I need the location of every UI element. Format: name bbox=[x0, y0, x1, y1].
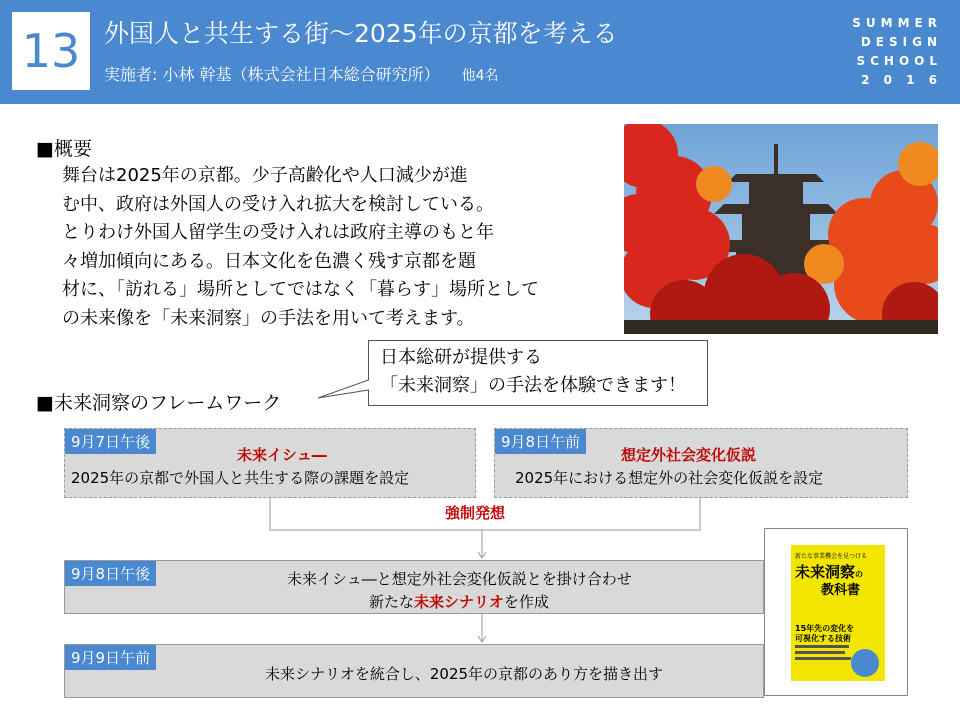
book-kicker: 新たな事業機会を見つける bbox=[795, 553, 868, 560]
brand-line: DESIGN bbox=[860, 35, 942, 49]
step-integration bbox=[64, 644, 764, 698]
book-badge bbox=[851, 649, 879, 677]
book-cover-frame bbox=[764, 528, 908, 696]
presenter-extra: 他4名 bbox=[461, 68, 499, 84]
book-cover bbox=[791, 545, 885, 681]
overview-line: む中、政府は外国人の受け入れ拡大を検討している。 bbox=[62, 193, 494, 215]
overview-line: の未来像を「未来洞察」の手法を用いて考えます。 bbox=[62, 307, 475, 329]
step-title: 未来イシュ― bbox=[237, 446, 327, 464]
book-detail-line bbox=[795, 657, 851, 660]
brand-line: SUMMER bbox=[852, 16, 942, 30]
page-title: 外国人と共生する街～2025年の京都を考える bbox=[104, 19, 618, 48]
brand-line: SCHOOL bbox=[856, 54, 942, 68]
book-detail-line bbox=[795, 645, 849, 648]
book-subtitle-2: 可視化する技術 bbox=[795, 634, 851, 643]
overview-line: 々増加傾向にある。日本文化を色濃く残す京都を題 bbox=[62, 250, 476, 272]
step-title: 想定外社会変化仮説 bbox=[621, 446, 757, 464]
step-text: 2025年における想定外の社会変化仮説を設定 bbox=[515, 469, 824, 487]
callout-line: 「未来洞察」の手法を体験できます！ bbox=[380, 375, 686, 396]
book-title-no: の bbox=[855, 570, 864, 579]
session-number: 13 bbox=[12, 12, 90, 90]
framework-heading: ■未来洞察のフレームワーク bbox=[36, 392, 282, 414]
book-title-main: 未来洞察 bbox=[795, 563, 856, 581]
date-tag: 9月9日午前 bbox=[65, 645, 156, 670]
book-title-2: 教科書 bbox=[821, 583, 861, 598]
step-text: 2025年の京都で外国人と共生する際の課題を設定 bbox=[71, 469, 410, 487]
step-social-change bbox=[494, 428, 908, 498]
step-text: 未来イシュ―と想定外社会変化仮説とを掛け合わせ bbox=[287, 570, 632, 588]
brand-line: 2 0 1 6 bbox=[861, 73, 942, 87]
date-tag: 9月8日午後 bbox=[65, 561, 156, 586]
overview-line: 材に、「訪れる」場所としてではなく「暮らす」場所として bbox=[62, 279, 539, 300]
date-tag: 9月7日午後 bbox=[65, 429, 156, 454]
step-future-issue bbox=[64, 428, 476, 498]
step-text: 未来シナリオを統合し、2025年の京都のあり方を描き出す bbox=[265, 665, 664, 683]
forced-ideation-label: 強制発想 bbox=[445, 504, 506, 522]
text-pre: 新たな bbox=[369, 593, 415, 611]
highlight-text: 未来シナリオ bbox=[414, 593, 504, 611]
presenter-name: 実施者: 小林 幹基（株式会社日本総合研究所） bbox=[104, 65, 440, 84]
overview-line: とりわけ外国人留学生の受け入れは政府主導のもと年 bbox=[62, 222, 494, 243]
overview-line: 舞台は2025年の京都。少子高齢化や人口減少が進 bbox=[62, 165, 468, 186]
overview-heading: ■概要 bbox=[36, 138, 92, 160]
step-scenario bbox=[64, 560, 764, 614]
step-text-2 bbox=[369, 591, 549, 612]
book-subtitle: 15年先の変化を bbox=[795, 624, 855, 633]
book-detail-line bbox=[795, 651, 845, 654]
date-tag: 9月8日午前 bbox=[495, 429, 586, 454]
text-post: を作成 bbox=[503, 593, 549, 611]
callout-line: 日本総研が提供する bbox=[380, 347, 542, 368]
